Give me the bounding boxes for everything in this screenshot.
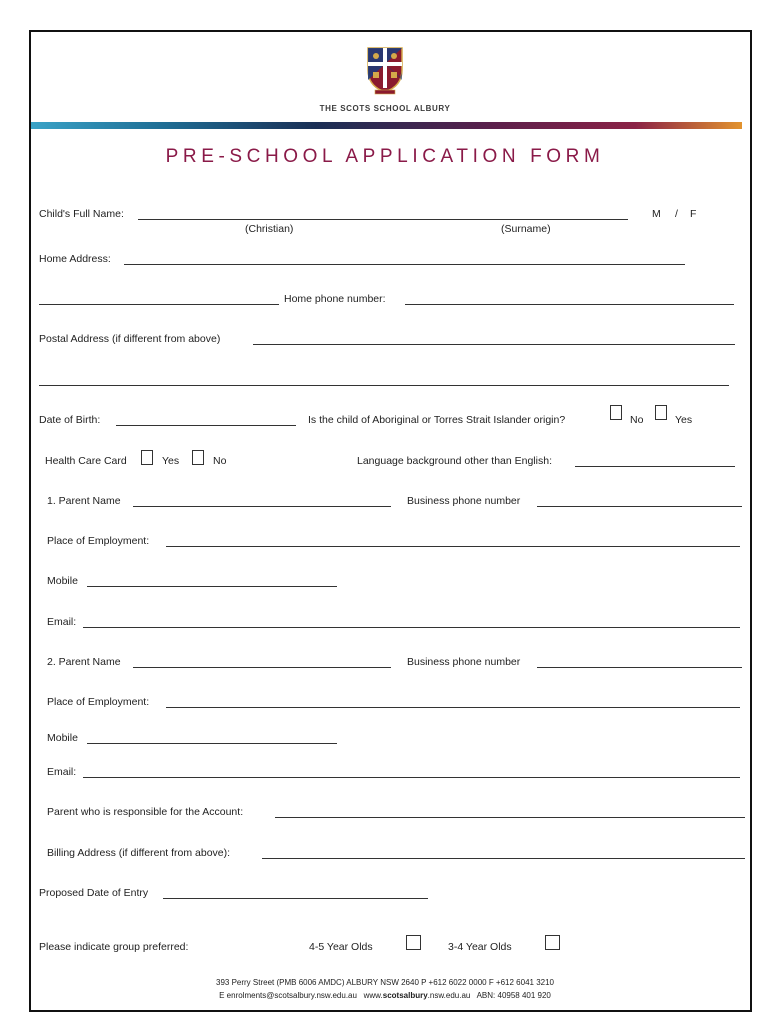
form-border bbox=[29, 30, 752, 1012]
origin-question: Is the child of Aboriginal or Torres Strait Islander origin? bbox=[308, 414, 566, 426]
dob-field[interactable] bbox=[116, 425, 296, 426]
language-label: Language background other than English: bbox=[357, 455, 552, 467]
footer-web-prefix: www. bbox=[363, 991, 383, 1000]
child-name-label: Child's Full Name: bbox=[39, 208, 124, 220]
parent2-name-field[interactable] bbox=[133, 667, 391, 668]
parent1-business-phone-label: Business phone number bbox=[407, 495, 521, 507]
postal-address-field[interactable] bbox=[253, 344, 735, 345]
group-34-checkbox[interactable] bbox=[545, 935, 560, 950]
parent1-name-label: 1. Parent Name bbox=[47, 495, 121, 507]
surname-caption: (Surname) bbox=[501, 223, 551, 235]
postal-address-line2-field[interactable] bbox=[39, 385, 729, 386]
billing-address-label: Billing Address (if different from above): bbox=[47, 847, 231, 859]
language-field[interactable] bbox=[575, 466, 735, 467]
origin-no-label: No bbox=[630, 414, 644, 426]
parent2-employment-label: Place of Employment: bbox=[47, 696, 150, 708]
form-title: PRE-SCHOOL APPLICATION FORM bbox=[165, 146, 605, 167]
footer-email: E enrolments@scotsalbury.nsw.edu.au bbox=[219, 991, 357, 1000]
group-45-label: 4-5 Year Olds bbox=[309, 941, 373, 953]
parent1-mobile-label: Mobile bbox=[47, 575, 78, 587]
school-name: THE SCOTS SCHOOL ALBURY bbox=[319, 104, 451, 113]
group-34-label: 3-4 Year Olds bbox=[448, 941, 512, 953]
parent1-name-field[interactable] bbox=[133, 506, 391, 507]
postal-address-label: Postal Address (if different from above) bbox=[39, 333, 221, 345]
parent1-mobile-field[interactable] bbox=[87, 586, 337, 587]
group-45-checkbox[interactable] bbox=[406, 935, 421, 950]
parent2-mobile-label: Mobile bbox=[47, 732, 78, 744]
footer-contact bbox=[0, 991, 770, 1000]
gender-m-option[interactable]: M bbox=[652, 208, 661, 220]
parent2-email-label: Email: bbox=[47, 766, 77, 778]
group-preferred-label: Please indicate group preferred: bbox=[39, 941, 189, 953]
parent2-employment-field[interactable] bbox=[166, 707, 740, 708]
health-card-no-label: No bbox=[213, 455, 227, 467]
health-card-yes-label: Yes bbox=[162, 455, 180, 467]
footer-web bbox=[364, 991, 471, 1000]
billing-address-field[interactable] bbox=[262, 858, 745, 859]
gender-separator: / bbox=[675, 208, 678, 220]
home-address-field[interactable] bbox=[124, 264, 685, 265]
parent1-email-field[interactable] bbox=[83, 627, 740, 628]
parent1-email-label: Email: bbox=[47, 616, 77, 628]
school-crest-icon bbox=[365, 46, 405, 96]
child-name-field[interactable] bbox=[138, 219, 628, 220]
footer-abn: ABN: 40958 401 920 bbox=[476, 991, 551, 1000]
health-care-card-label: Health Care Card bbox=[45, 455, 127, 467]
header-color-band bbox=[31, 122, 742, 129]
dob-label: Date of Birth: bbox=[39, 414, 101, 426]
parent2-business-phone-field[interactable] bbox=[537, 667, 742, 668]
parent2-email-field[interactable] bbox=[83, 777, 740, 778]
home-phone-label: Home phone number: bbox=[284, 293, 386, 305]
home-phone-field[interactable] bbox=[405, 304, 734, 305]
origin-no-checkbox[interactable] bbox=[610, 405, 622, 420]
account-responsible-field[interactable] bbox=[275, 817, 745, 818]
footer-web-suffix: .nsw.edu.au bbox=[427, 991, 471, 1000]
parent1-employment-label: Place of Employment: bbox=[47, 535, 150, 547]
health-card-yes-checkbox[interactable] bbox=[141, 450, 153, 465]
origin-yes-label: Yes bbox=[675, 414, 693, 426]
christian-name-caption: (Christian) bbox=[245, 223, 294, 235]
proposed-entry-label: Proposed Date of Entry bbox=[39, 887, 149, 899]
parent1-business-phone-field[interactable] bbox=[537, 506, 742, 507]
origin-yes-checkbox[interactable] bbox=[655, 405, 667, 420]
footer-address: 393 Perry Street (PMB 6006 AMDC) ALBURY NSW 2640 P +612 6022 0000 F +612 6041 3210 bbox=[216, 978, 554, 987]
footer-web-bold: scotsalbury bbox=[382, 991, 428, 1000]
home-address-label: Home Address: bbox=[39, 253, 111, 265]
parent2-business-phone-label: Business phone number bbox=[407, 656, 521, 668]
health-card-no-checkbox[interactable] bbox=[192, 450, 204, 465]
parent1-employment-field[interactable] bbox=[166, 546, 740, 547]
home-address-line2-field[interactable] bbox=[39, 304, 279, 305]
parent2-mobile-field[interactable] bbox=[87, 743, 337, 744]
account-responsible-label: Parent who is responsible for the Account: bbox=[47, 806, 244, 818]
parent2-name-label: 2. Parent Name bbox=[47, 656, 121, 668]
gender-f-option[interactable]: F bbox=[690, 208, 697, 220]
proposed-entry-field[interactable] bbox=[163, 898, 428, 899]
